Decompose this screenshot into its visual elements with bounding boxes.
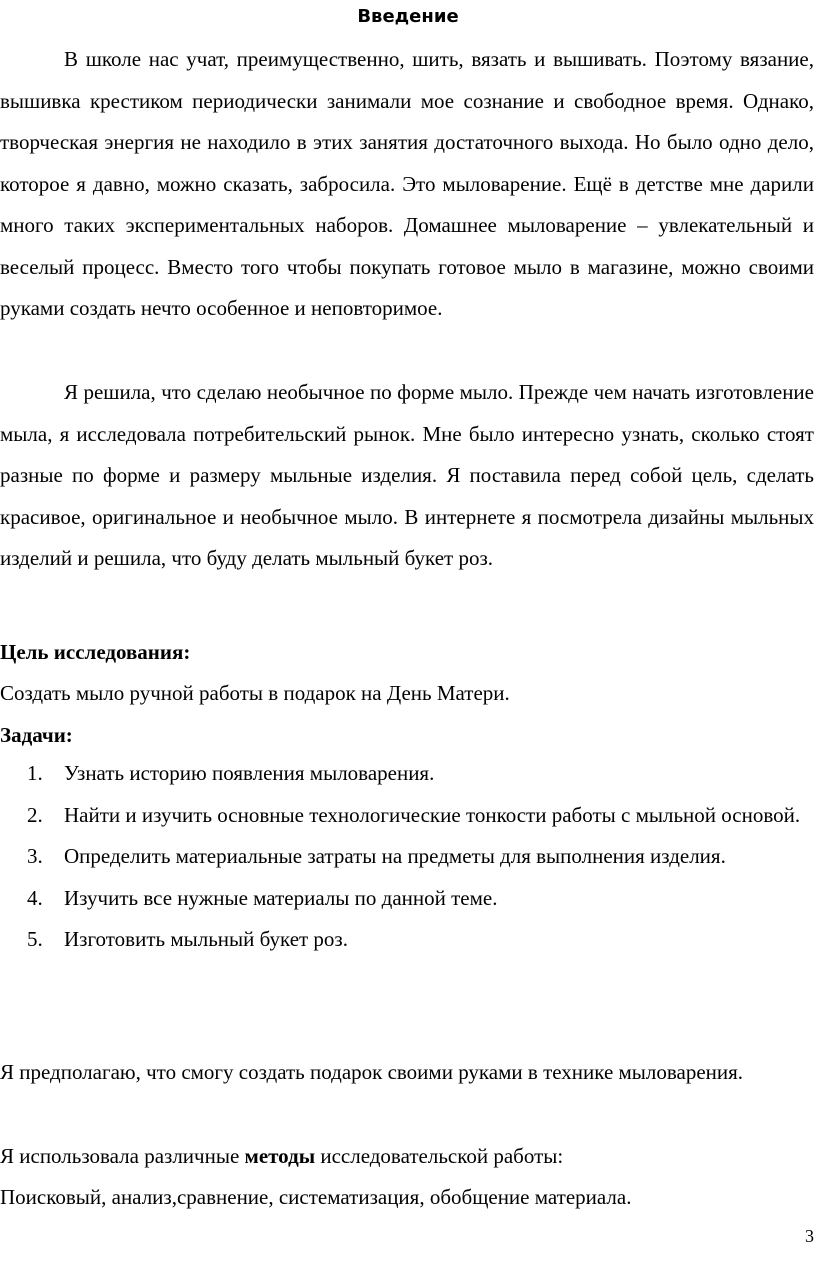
tasks-heading: Задачи: [0, 723, 73, 747]
task-text: Узнать историю появления мыловарения. [64, 761, 435, 785]
page-number: 3 [805, 1226, 814, 1246]
task-item [0, 795, 814, 837]
task-item [0, 878, 814, 920]
goal-text: Создать мыло ручной работы в подарок на День Матери. [0, 681, 510, 705]
goal-heading: Цель исследования: [0, 640, 191, 664]
task-text: Изготовить мыльный букет роз. [64, 927, 348, 951]
task-text: Изучить все нужные материалы по данной теме. [64, 885, 498, 910]
task-item [0, 836, 814, 878]
methods-suffix: исследовательской работы: [315, 1144, 564, 1168]
methods-keyword: методы [244, 1144, 316, 1168]
methods-prefix: Я использовала различные [0, 1144, 245, 1168]
task-text: Определить материальные затраты на предметы для выполнения изделия. [64, 844, 726, 868]
task-number: 5. [27, 927, 43, 951]
task-item [0, 753, 814, 795]
task-text: Найти и изучить основные технологические тонкости работы с мыльной основой. [64, 802, 801, 827]
task-item [0, 919, 814, 961]
tasks-list [0, 753, 814, 961]
hypothesis-paragraph: Я предполагаю, что смогу создать подарок своими руками в технике мыловарения. [0, 1060, 744, 1084]
intro-paragraph-2: Я решила, что сделаю необычное по форме мыло. Прежде чем начать изготовление мыла, я исследовала потребительский рынок. Мне было интересно узнать, сколько стоят разные по форме и размеру мыльные изделия. Я поставила перед собой цель, сделать красивое, оригинальное и необычное мыло. В интернете я посмотрела дизайны мыльных изделий и решила, что буду делать мыльный букет роз. [0, 380, 814, 570]
methods-line [0, 1142, 814, 1170]
task-number: 4. [27, 885, 43, 910]
page-title: Введение [357, 6, 459, 27]
task-number: 3. [27, 844, 43, 868]
intro-paragraph-1: В школе нас учат, преимущественно, шить, вязать и вышивать. Поэтому вязание, вышивка крестиком периодически занимали мое сознание и свободное время. Однако, творческая энергия не находило в этих занятия достаточного выхода. Но было одно дело, которое я давно, можно сказать, забросила. Это мыловарение. Ещё в детстве мне дарили много таких экспериментальных наборов. Домашнее мыловарение – увлекательный и веселый процесс. Вместо того чтобы покупать готовое мыло в магазине, можно своими руками создать нечто особенное и неповторимое. [0, 47, 814, 320]
task-number: 2. [27, 802, 43, 827]
task-number: 1. [27, 761, 43, 785]
methods-list: Поисковый, анализ,сравнение, систематизация, обобщение материала. [0, 1185, 632, 1209]
